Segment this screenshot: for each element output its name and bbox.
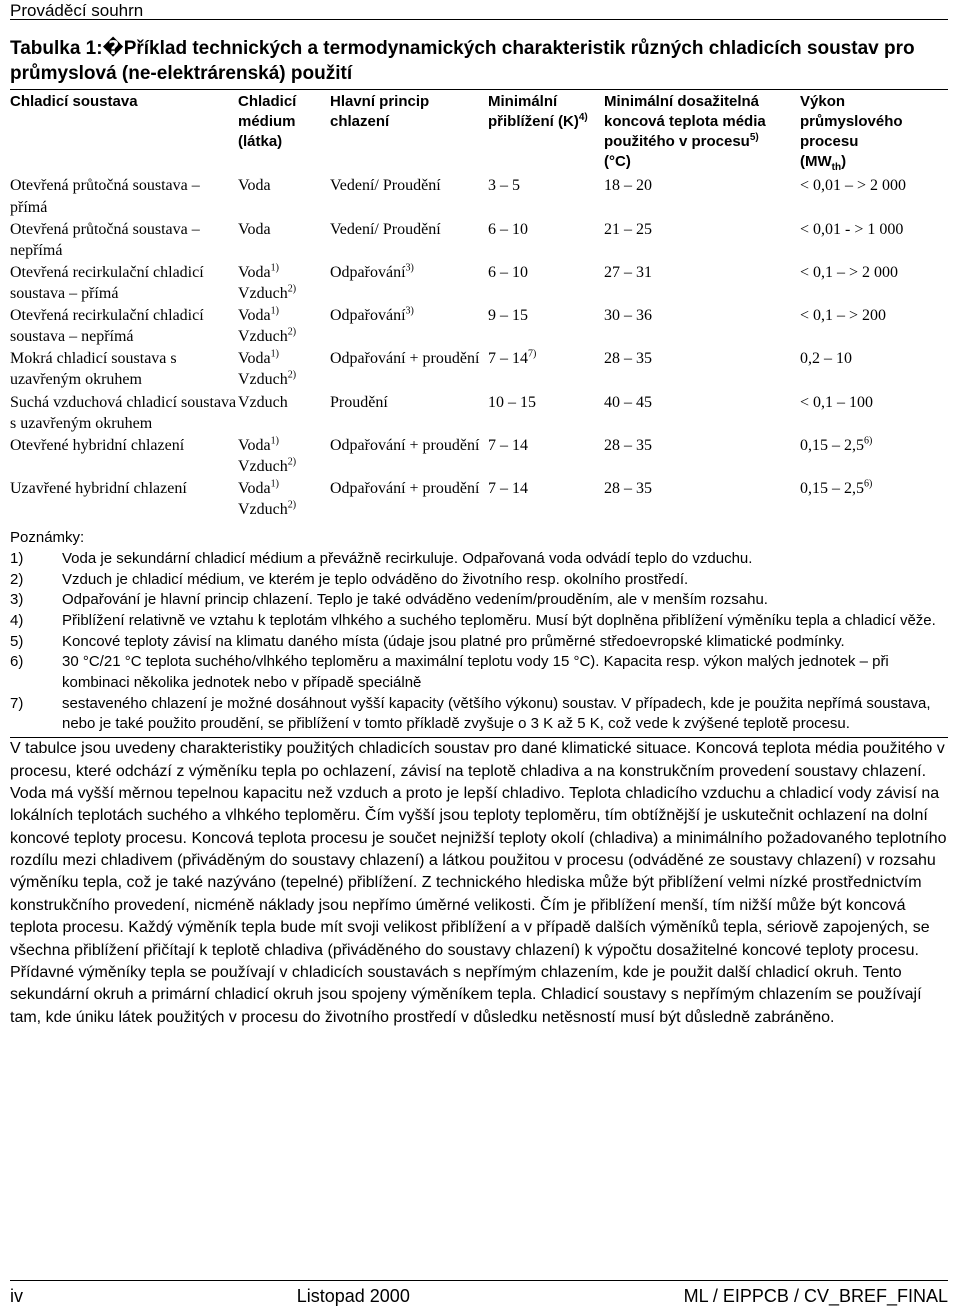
- table-title: Tabulka 1:�Příklad technických a termodynamických charakteristik různých chladicích soustav pro průmyslová (ne-elektrárenská) použití: [10, 38, 915, 84]
- cell-principle: Odpařování$^{3)}$: [330, 262, 414, 281]
- cell-approach: 9 – 15: [488, 307, 528, 325]
- cell-principle: Vedení/ Proudění: [330, 220, 441, 238]
- cell-system: Suchá vzduchová chladicí soustava s uzavřeným okruhem: [10, 393, 237, 432]
- cell-output: < 0,1 – > 200: [800, 307, 887, 325]
- cell-approach: 3 – 5: [488, 177, 520, 195]
- note-number: 7): [10, 694, 24, 712]
- note-item: [10, 611, 948, 632]
- document-page: [10, 0, 948, 1029]
- cell-approach: 7 – 14: [488, 436, 528, 454]
- cell-medium: Voda: [238, 177, 271, 195]
- cell-end-temp: 21 – 25: [604, 220, 652, 238]
- note-item: [10, 694, 948, 735]
- table-row: [10, 391, 948, 434]
- cell-principle: Odpařování + proudění: [330, 436, 480, 454]
- cell-principle: Odpařování + proudění: [330, 350, 480, 368]
- cell-output: < 0,01 – > 2 000: [800, 177, 907, 195]
- cell-end-temp: 27 – 31: [604, 263, 652, 281]
- note-number: 1): [10, 549, 24, 567]
- cell-approach: 6 – 10: [488, 220, 528, 238]
- cell-medium: Voda: [238, 220, 271, 238]
- note-item: [10, 549, 948, 570]
- footer-doc-id: ML / EIPPCB / CV_BREF_FINAL: [683, 1286, 948, 1306]
- table-row: [10, 434, 948, 477]
- col-output: Výkon průmyslového procesu $(MW_{th})$: [800, 90, 948, 175]
- note-text: Přiblížení relativně ve vztahu k teplotám vlhkého a suchého teploměru. Musí být doplněna přiblížení výměníku tepla a chladicí věže.: [62, 611, 936, 629]
- col-system: Chladicí soustava: [10, 90, 238, 175]
- footer-date: Listopad 2000: [296, 1286, 410, 1306]
- cell-system: Uzavřené hybridní chlazení: [10, 480, 187, 498]
- cell-principle: Vedení/ Proudění: [330, 177, 441, 195]
- cell-output: 0,15 – 2,5$^{6)}$: [800, 435, 873, 454]
- note-number: 3): [10, 591, 24, 609]
- col-principle: Hlavní princip chlazení: [330, 90, 488, 175]
- table-row: [10, 304, 948, 347]
- cell-approach: 7 – 14$^{7)}$: [488, 349, 537, 368]
- cell-system: Otevřená recirkulační chladicí soustava – přímá: [10, 263, 204, 303]
- cell-approach: 6 – 10: [488, 263, 528, 281]
- cell-principle: Odpařování$^{3)}$: [330, 305, 414, 325]
- cell-medium: Voda$^{1)}$ Vzduch$^{2)}$: [238, 349, 297, 389]
- table-row: [10, 174, 948, 217]
- notes-heading: Poznámky:: [10, 529, 85, 547]
- cell-medium: Voda$^{1)}$ Vzduch$^{2)}$: [238, 305, 297, 346]
- body-paragraph: V tabulce jsou uvedeny charakteristiky použitých chladicích soustav pro dané klimatické situace. Koncová teplota média použitého v procesu, které odchází z výměníku tepla po ochlazení, závisí na teplotě chladiva a na konstrukčním provedení soustavy chlazení. Voda má vyšší měrnou tepelnou kapacitu než vzduch a proto je lepší chladivo. Teplota chladicího vzduchu a chladicí vody závisí na lokálních teplotách suchého a vlhkého teploměru. Čím vyšší jsou teploty teploměru, tím obtížnější je uskutečnit ochlazení na dolní koncové teploty procesu. Koncová teplota procesu je součet nejnižší teploty okolí (chladiva) a minimálního požadovaného teplotního rozdílu mezi chladivem (přiváděným do soustavy chlazení) a látkou použitou v procesu (odváděné ze soustavy chlazení) v rozsahu výměníku tepla, což je také nazýváno (tepelné) přiblížení. Z technického hlediska může být přiblížení velmi nízké prostřednictvím konstrukčního provedení, nicméně náklady jsou nepřímo úměrné velikosti. Čím je přiblížení menší, tím nižší může být koncová teplota procesu. Každý výměník tepla bude mít svoji velikost přiblížení a v případě dalších výměníků tepla, sériově zapojených, se všechna přiblížení přičítají k teplotě chladiva (přiváděného do soustavy chlazení) k výpočtu dosažitelné koncové teploty procesu. Přídavné výměníky tepla se používají v chladicích soustavách s nepřímým chlazením, kde je použit další chladicí okruh. Tento sekundární okruh a primární chladicí okruh jsou spojeny výměníkem tepla. Chladicí soustavy s nepřímým chlazením se používají tam, kde úniku látek použitých v procesu do životního prostředí v důsledku netěsností musí být důsledně zabráněno.: [10, 740, 947, 1026]
- cell-output: 0,15 – 2,5$^{6)}$: [800, 478, 873, 498]
- note-item: [10, 590, 948, 611]
- cell-end-temp: 30 – 36: [604, 307, 652, 325]
- note-item: [10, 632, 948, 653]
- cell-system: Otevřená průtočná soustava – přímá: [10, 177, 200, 216]
- note-text: Vzduch je chladicí médium, ve kterém je teplo odváděno do životního resp. okolního prostředí.: [62, 570, 689, 588]
- cell-medium: Voda$^{1)}$ Vzduch$^{2)}$: [238, 262, 297, 303]
- page-footer: [10, 1280, 948, 1309]
- note-text: Koncové teploty závisí na klimatu daného místa (údaje jsou platné pro průměrné středoevropské klimatické podmínky.: [62, 632, 845, 650]
- col-end-temp: Minimální dosažitelná koncová teplota média použitého v procesu$^{5)}$ (°C): [604, 90, 800, 175]
- cell-approach: 10 – 15: [488, 393, 536, 411]
- cell-medium: Voda$^{1)}$ Vzduch$^{2)}$: [238, 435, 297, 475]
- table-row: [10, 261, 948, 304]
- notes-section: [10, 528, 948, 738]
- col-approach: Minimální přiblížení $(K)^{4)}$: [488, 90, 604, 175]
- table-row: [10, 477, 948, 520]
- cell-medium: Vzduch: [238, 393, 288, 411]
- cell-principle: Proudění: [330, 393, 388, 411]
- footer-page-number: iv: [10, 1286, 23, 1306]
- cell-end-temp: 28 – 35: [604, 480, 652, 498]
- cell-medium: Voda$^{1)}$ Vzduch$^{2)}$: [238, 478, 297, 519]
- note-text: sestaveného chlazení je možné dosáhnout vyšší kapacity (většího výkonu) soustav. V případech, kde je použita nepřímá soustava, nebo je také použito proudění, se přiblížení v tomto příkladě zvyšuje o 3 K až 5 K, což vede k zvýšené teplotě procesu.: [62, 694, 931, 733]
- cell-end-temp: 28 – 35: [604, 436, 652, 454]
- table-row: [10, 218, 948, 261]
- cell-output: < 0,1 – 100: [800, 393, 874, 411]
- note-item: [10, 570, 948, 591]
- note-text: Voda je sekundární chladicí médium a převážně recirkuluje. Odpařovaná voda odvádí teplo do vzduchu.: [62, 549, 753, 567]
- table-header-row: [10, 90, 948, 175]
- cell-end-temp: 40 – 45: [604, 393, 652, 411]
- note-item: [10, 652, 948, 693]
- cell-output: < 0,01 - > 1 000: [800, 220, 904, 238]
- cell-system: Otevřené hybridní chlazení: [10, 436, 185, 454]
- cell-system: Otevřená průtočná soustava – nepřímá: [10, 220, 200, 259]
- note-text: Odpařování je hlavní princip chlazení. Teplo je také odváděno vedením/prouděním, ale v menším rozsahu.: [62, 591, 768, 609]
- cooling-systems-table: [10, 89, 948, 520]
- note-number: 4): [10, 611, 24, 629]
- cell-system: Mokrá chladicí soustava s uzavřeným okruhem: [10, 350, 177, 389]
- cell-end-temp: 18 – 20: [604, 177, 652, 195]
- note-number: 6): [10, 653, 24, 671]
- note-number: 2): [10, 570, 24, 588]
- cell-principle: Odpařování + proudění: [330, 480, 480, 498]
- cell-approach: 7 – 14: [488, 480, 528, 498]
- cell-end-temp: 28 – 35: [604, 350, 652, 368]
- note-text: 30 °C/21 °C teplota suchého/vlhkého teploměru a maximální teplotu vody 15 °C). Kapacita resp. výkon malých jednotek – při kombinaci několika jednotek nebo v případě speciálně: [62, 653, 889, 692]
- running-header: Prováděcí souhrn: [10, 0, 948, 20]
- note-number: 5): [10, 632, 24, 650]
- cell-system: Otevřená recirkulační chladicí soustava – nepřímá: [10, 307, 204, 346]
- table-row: [10, 347, 948, 390]
- cell-output: < 0,1 – > 2 000: [800, 263, 899, 281]
- col-medium: Chladicí médium (látka): [238, 90, 330, 175]
- cell-output: 0,2 – 10: [800, 350, 852, 368]
